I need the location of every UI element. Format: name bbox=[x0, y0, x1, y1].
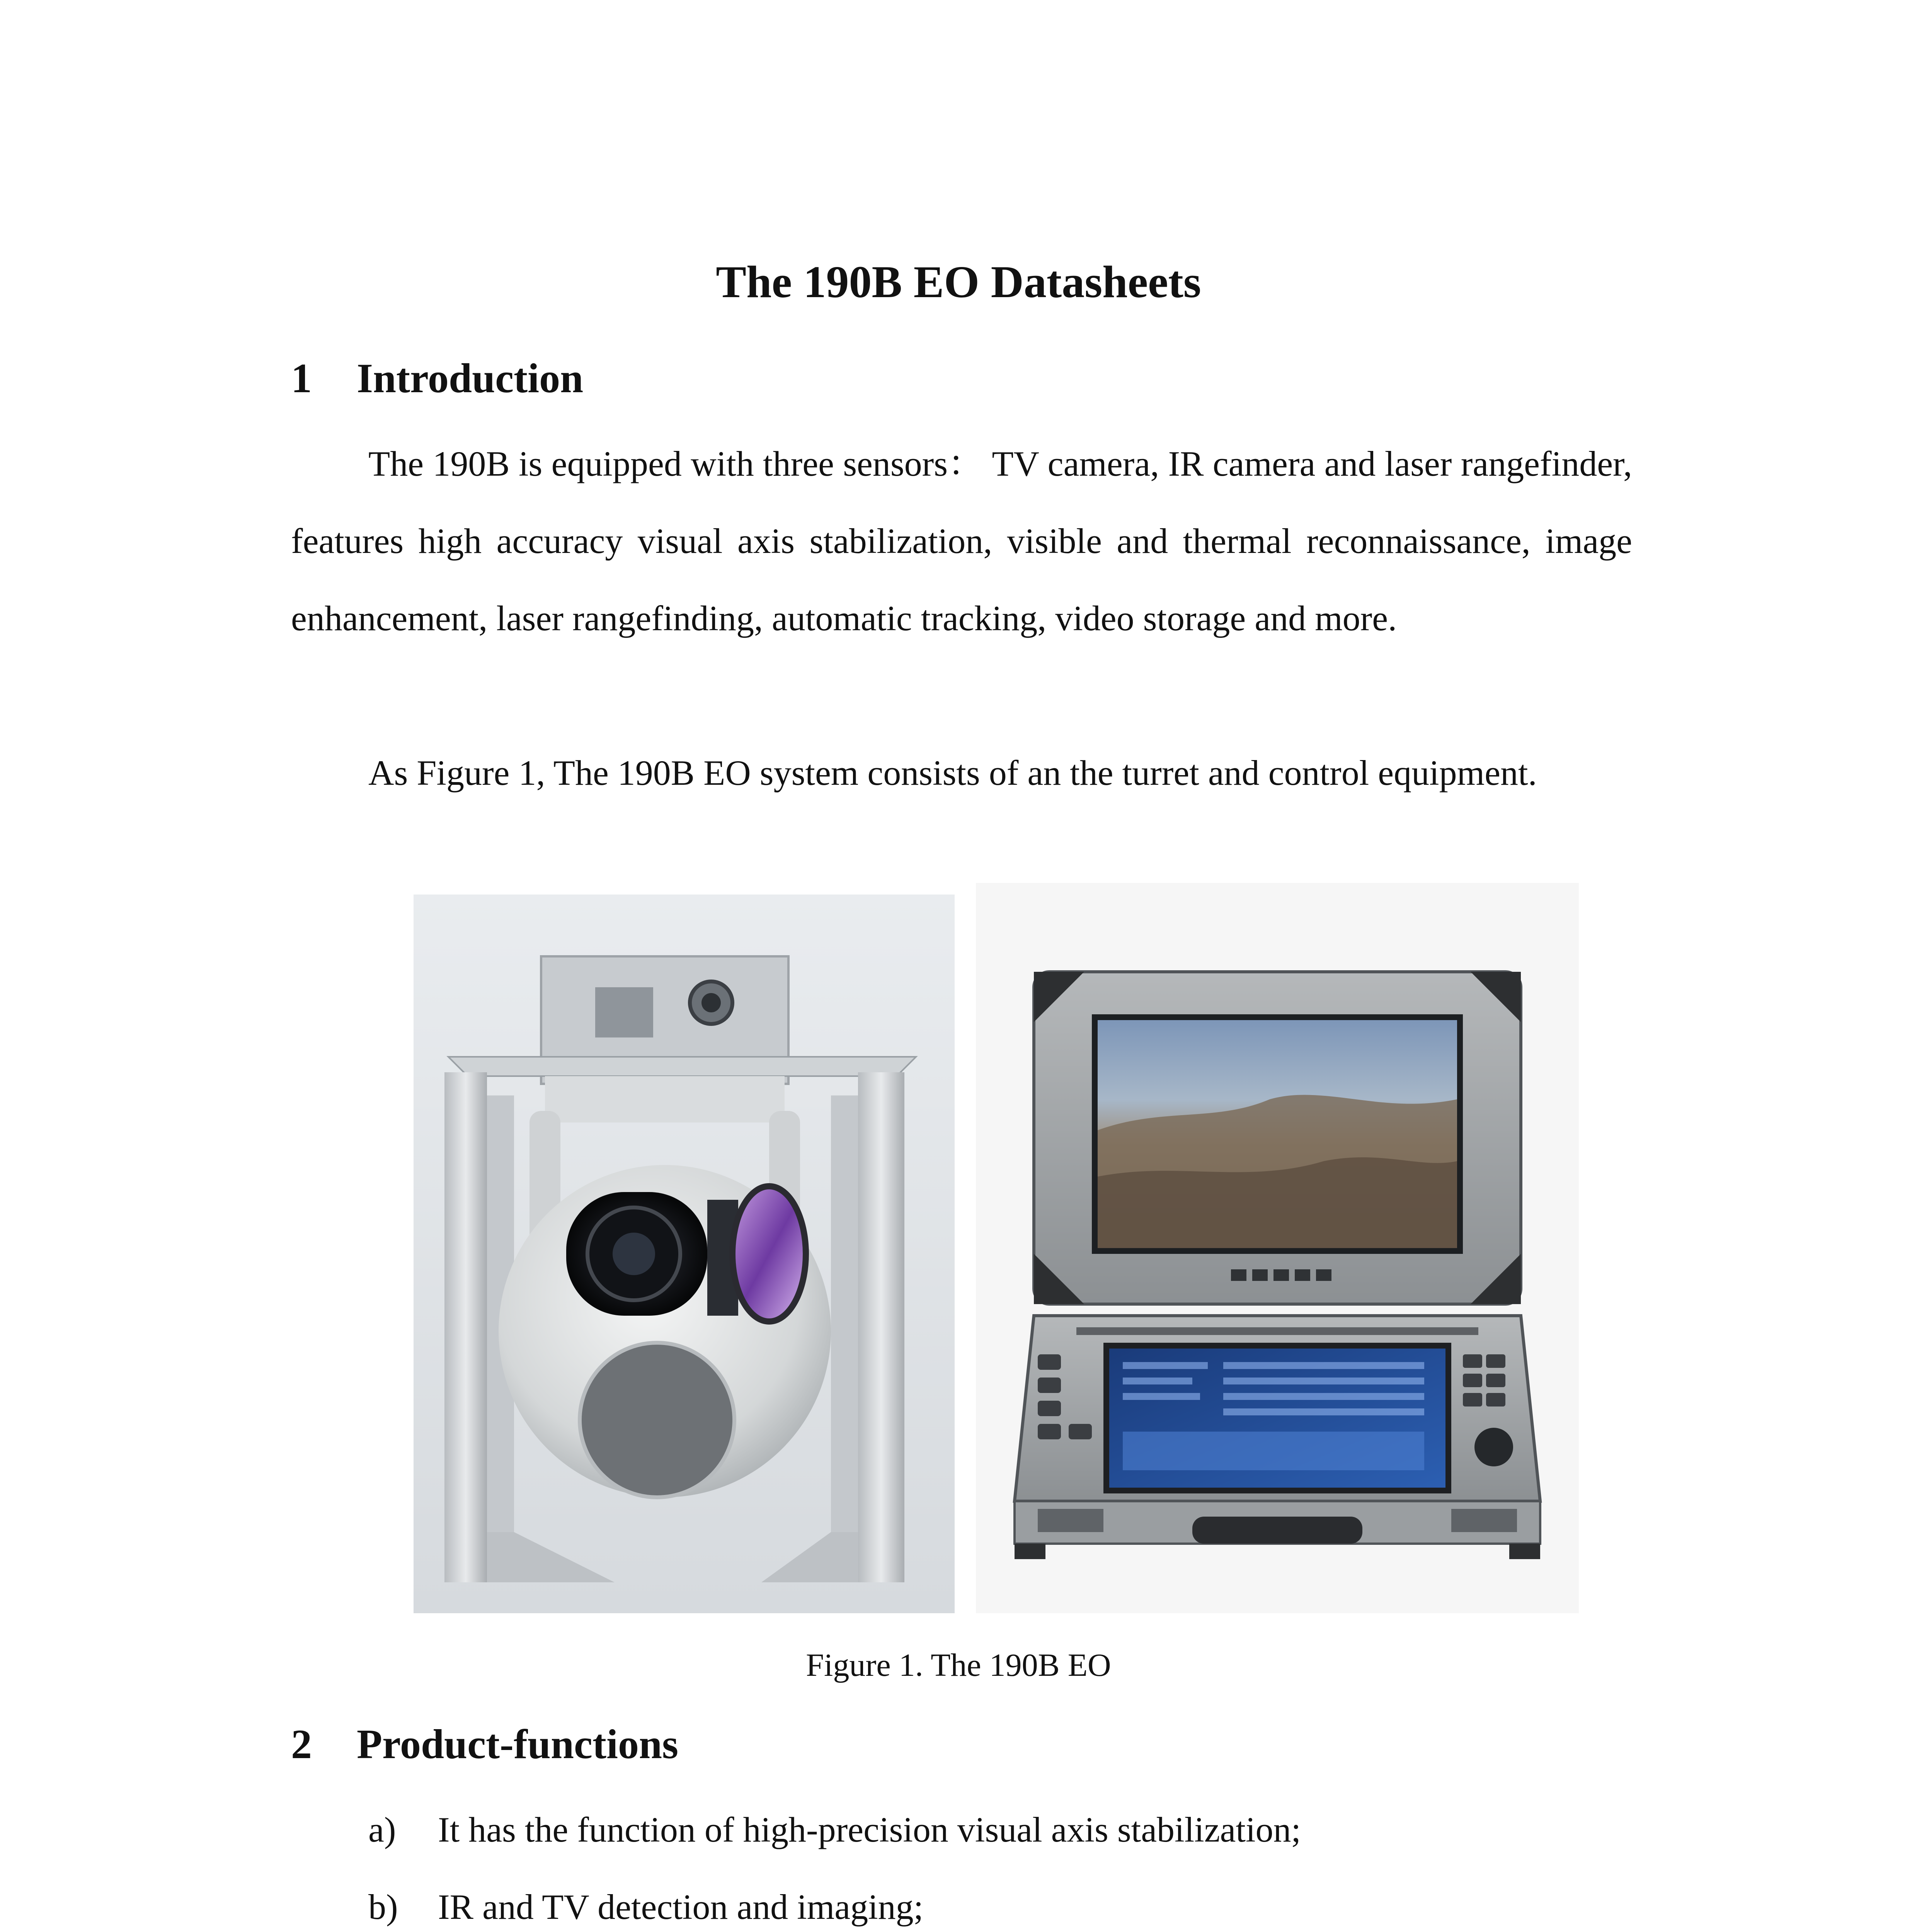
list-text: It has the function of high-precision visual axis stabilization; bbox=[438, 1810, 1301, 1849]
figure-caption: Figure 1. The 190B EO bbox=[806, 1647, 1111, 1683]
laptop-illustration bbox=[976, 883, 1579, 1613]
turret-photo bbox=[414, 895, 955, 1613]
intro-paragraph-2: As Figure 1, The 190B EO system consists of an the turret and control equipment. bbox=[368, 753, 1537, 793]
section-title: Product-functions bbox=[357, 1721, 679, 1767]
control-equipment-photo bbox=[976, 883, 1579, 1613]
list-marker: a) bbox=[368, 1810, 396, 1849]
turret-illustration bbox=[414, 895, 955, 1613]
list-item bbox=[368, 1868, 1632, 1932]
intro-paragraph-1: The 190B is equipped with three sensors： TV camera, IR camera and laser rangefinder, features high accuracy visual axis stabilization, visible and thermal reconnaissance, image enhancement, laser rangefinding, automatic tracking, video storage and more. bbox=[291, 444, 1632, 638]
section-title: Introduction bbox=[357, 355, 584, 401]
list-text: IR and TV detection and imaging; bbox=[438, 1887, 924, 1927]
section-number: 2 bbox=[291, 1721, 312, 1767]
list-item bbox=[368, 1791, 1632, 1868]
list-marker: b) bbox=[368, 1887, 398, 1927]
section-2-heading bbox=[291, 1716, 678, 1774]
section-1-heading bbox=[291, 350, 583, 408]
document-title: The 190B EO Datasheets bbox=[716, 257, 1201, 307]
section-number: 1 bbox=[291, 355, 312, 401]
